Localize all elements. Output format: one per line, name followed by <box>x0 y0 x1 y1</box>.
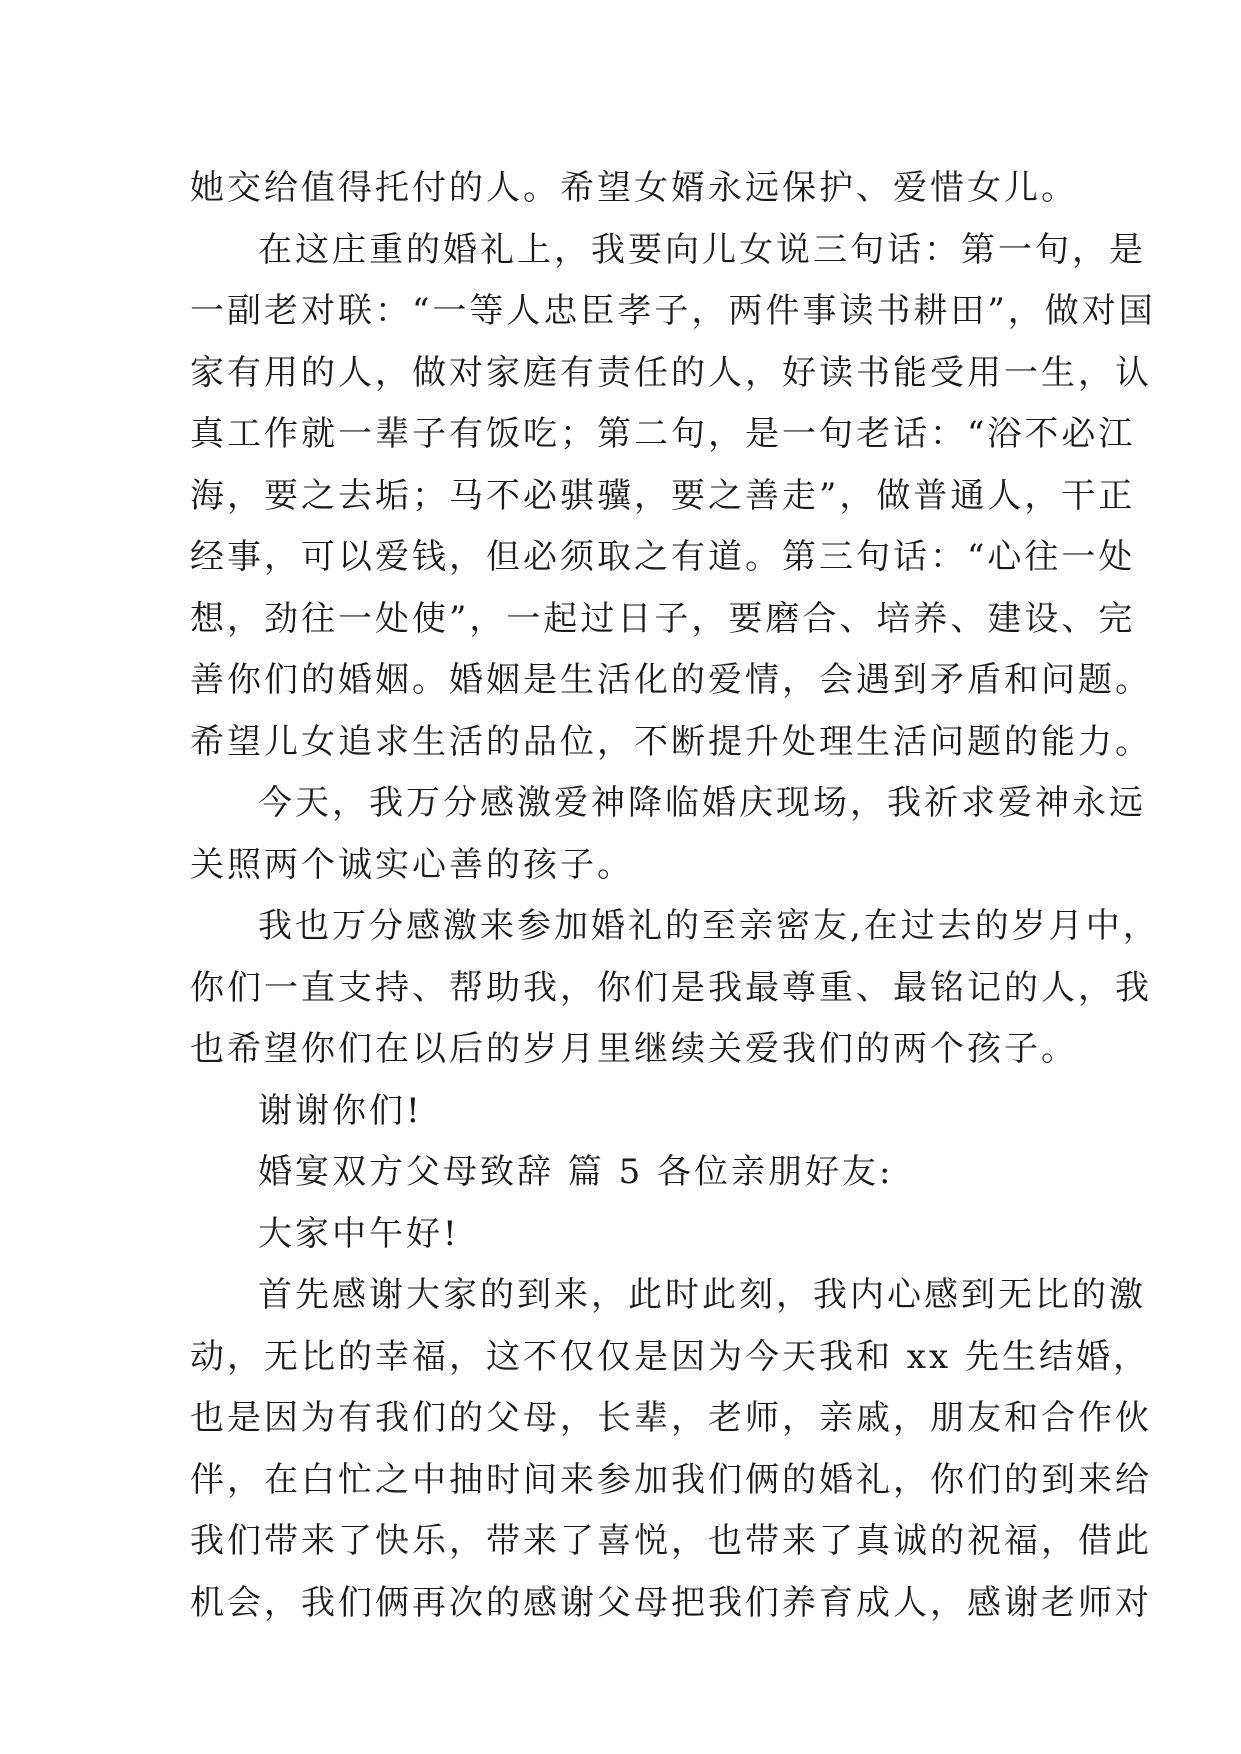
text-line: 海，要之去垢；马不必骐骥，要之善走”，做普通人，干正 <box>190 475 1136 516</box>
text-line: 想，劲往一处使”，一起过日子，要磨合、培养、建设、完 <box>190 598 1136 639</box>
text-line: 今天，我万分感激爱神降临婚庆现场，我祈求爱神永远 <box>258 783 1146 823</box>
text-line: 也希望你们在以后的岁月里继续关爱我们的两个孩子。 <box>190 1029 1078 1069</box>
section-heading-line: 婚宴双方父母致辞 篇 5 各位亲朋好友: <box>258 1152 894 1192</box>
text-line: 我也万分感激来参加婚礼的至亲密友,在过去的岁月中， <box>258 906 1160 946</box>
text-line: 你们一直支持、帮助我，你们是我最尊重、最铭记的人，我 <box>190 967 1152 1008</box>
text-line: 伴，在白忙之中抽时间来参加我们俩的婚礼，你们的到来给 <box>190 1459 1152 1500</box>
text-line: 动，无比的幸福，这不仅仅是因为今天我和 xx 先生结婚， <box>190 1336 1150 1377</box>
text-line: 我们带来了快乐，带来了喜悦，也带来了真诚的祝福，借此 <box>190 1521 1152 1561</box>
document-body <box>190 158 1160 1634</box>
text-line: 善你们的婚姻。婚姻是生活化的爱情，会遇到矛盾和问题。 <box>190 660 1152 700</box>
text-line: 一副老对联：“一等人忠臣孝子，两件事读书耕田”，做对国 <box>190 291 1156 331</box>
text-line: 她交给值得托付的人。希望女婿永远保护、爱惜女儿。 <box>190 168 1078 208</box>
text-line: 关照两个诚实心善的孩子。 <box>190 844 634 885</box>
text-line: 经事，可以爱钱，但必须取之有道。第三句话：“心往一处 <box>190 537 1136 577</box>
text-line: 希望儿女追求生活的品位，不断提升处理生活问题的能力。 <box>190 721 1152 762</box>
text-line: 首先感谢大家的到来，此时此刻，我内心感到无比的激 <box>258 1275 1146 1315</box>
text-line: 家有用的人，做对家庭有责任的人，好读书能受用一生，认 <box>190 352 1152 393</box>
text-line: 真工作就一辈子有饭吃；第二句，是一句老话：“浴不必江 <box>190 414 1136 454</box>
greeting-line: 大家中午好! <box>258 1213 460 1254</box>
text-line: 也是因为有我们的父母，长辈，老师，亲戚，朋友和合作伙 <box>190 1398 1152 1438</box>
text-line: 谢谢你们! <box>258 1090 423 1131</box>
text-line: 机会，我们俩再次的感谢父母把我们养育成人，感谢老师对 <box>190 1582 1152 1623</box>
text-line: 在这庄重的婚礼上，我要向儿女说三句话：第一句，是 <box>258 229 1146 270</box>
